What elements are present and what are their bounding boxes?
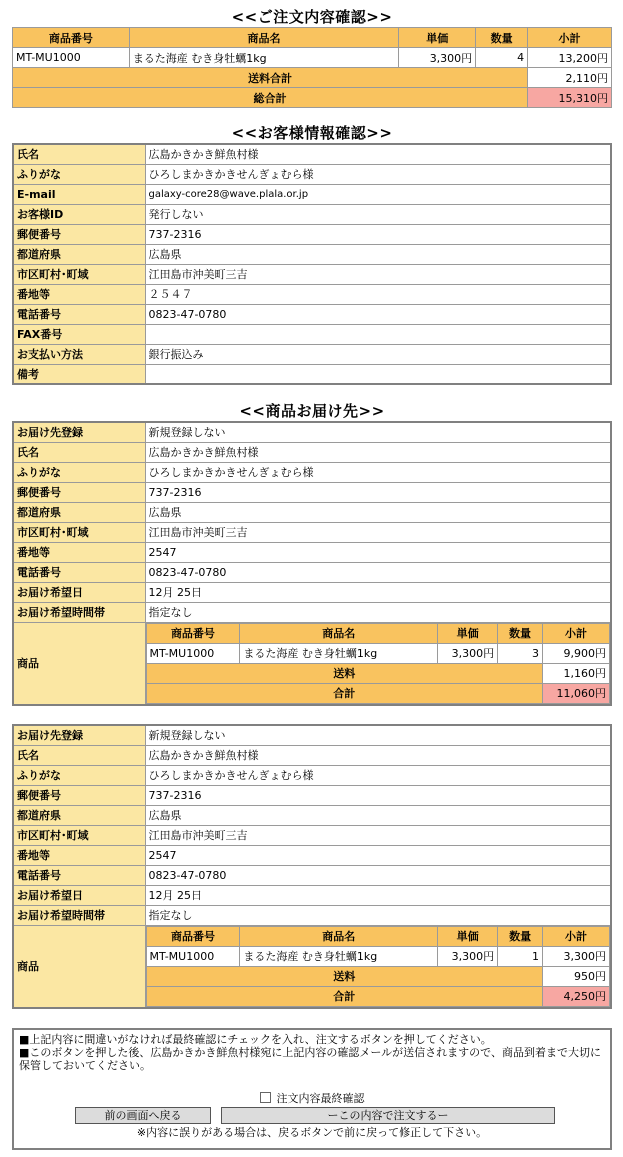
field-value: [145, 324, 611, 344]
table-row: [13, 284, 611, 304]
shipping-label: 送料: [146, 663, 543, 683]
field-label: お届け先登録: [13, 422, 145, 442]
table-row: [13, 364, 611, 384]
field-label: 電話番号: [13, 304, 145, 324]
field-label: 郵便番号: [13, 224, 145, 244]
table-row: [13, 582, 611, 602]
item-qty: 1: [498, 946, 543, 966]
field-label: お届け希望日: [13, 582, 145, 602]
total-value: 15,310円: [528, 88, 612, 108]
shipping-label: 送料: [146, 966, 543, 986]
field-value: 広島かきかき鮮魚村様: [145, 442, 611, 462]
table-row: [13, 344, 611, 364]
table-row: [13, 765, 611, 785]
field-value: 新規登録しない: [145, 422, 611, 442]
field-label: 郵便番号: [13, 482, 145, 502]
col-code: 商品番号: [13, 28, 130, 48]
total-label: 合計: [146, 683, 543, 703]
field-value: 0823-47-0780: [145, 304, 611, 324]
field-value: 737-2316: [145, 224, 611, 244]
item-price: 3,300円: [438, 946, 498, 966]
table-row: [13, 885, 611, 905]
product-row: [13, 925, 611, 1008]
field-value: 江田島市沖美町三吉: [145, 522, 611, 542]
order-table: [12, 27, 612, 108]
table-row: [13, 785, 611, 805]
col-subtotal: 小計: [543, 623, 610, 643]
table-row: [13, 502, 611, 522]
table-row: [13, 422, 611, 442]
field-value: ２５４７: [145, 284, 611, 304]
field-label: 電話番号: [13, 562, 145, 582]
item-name: まるた海産 むき身牡蠣1kg: [129, 48, 398, 68]
customer-title: <<お客様情報確認>>: [231, 124, 393, 142]
table-row: [13, 244, 611, 264]
field-label: お届け先登録: [13, 725, 145, 745]
field-label: お届け希望時間帯: [13, 602, 145, 622]
table-row: [13, 865, 611, 885]
field-label: 都道府県: [13, 502, 145, 522]
table-row: [13, 462, 611, 482]
table-row: [146, 946, 610, 966]
field-label: ふりがな: [13, 765, 145, 785]
field-label: 市区町村･町域: [13, 264, 145, 284]
field-label: 備考: [13, 364, 145, 384]
col-qty: 数量: [498, 926, 543, 946]
delivery-title: <<商品お届け先>>: [239, 402, 385, 420]
field-value: 0823-47-0780: [145, 865, 611, 885]
table-row: [13, 264, 611, 284]
col-price: 単価: [438, 926, 498, 946]
back-button[interactable]: 前の画面へ戻る: [75, 1107, 211, 1124]
field-value: ひろしまかきかきせんぎょむら様: [145, 462, 611, 482]
field-value: galaxy-core28@wave.plala.or.jp: [145, 184, 611, 204]
field-label: 市区町村･町域: [13, 825, 145, 845]
field-label: 電話番号: [13, 865, 145, 885]
order-title: <<ご注文内容確認>>: [231, 8, 393, 26]
table-row: [13, 745, 611, 765]
table-row: [13, 442, 611, 462]
table-row: [13, 304, 611, 324]
field-label: 番地等: [13, 542, 145, 562]
field-value: 新規登録しない: [145, 725, 611, 745]
field-label: お支払い方法: [13, 344, 145, 364]
col-name: 商品名: [129, 28, 398, 48]
product-label: 商品: [13, 925, 145, 1008]
table-row: [13, 324, 611, 344]
field-value: 12月 25日: [145, 885, 611, 905]
field-label: ふりがな: [13, 462, 145, 482]
notice-line-2: ■このボタンを押した後、広島かきかき鮮魚村様宛に上記内容の確認メールが送信されますので、商品到着まで大切に保管しておいてください。: [19, 1046, 601, 1072]
field-label: 都道府県: [13, 805, 145, 825]
item-qty: 4: [476, 48, 528, 68]
product-row: [13, 622, 611, 705]
field-label: 番地等: [13, 284, 145, 304]
confirm-panel: [12, 1028, 612, 1150]
field-label: 番地等: [13, 845, 145, 865]
field-label: お客様ID: [13, 204, 145, 224]
item-name: まるた海産 むき身牡蠣1kg: [240, 643, 438, 663]
item-name: まるた海産 むき身牡蠣1kg: [240, 946, 438, 966]
field-label: お届け希望時間帯: [13, 905, 145, 925]
table-row: [13, 562, 611, 582]
customer-table: [12, 143, 612, 385]
total-label: 合計: [146, 986, 543, 1006]
field-label: お届け希望日: [13, 885, 145, 905]
field-value: 2547: [145, 542, 611, 562]
field-label: 都道府県: [13, 244, 145, 264]
col-name: 商品名: [240, 926, 438, 946]
field-value: 広島かきかき鮮魚村様: [145, 745, 611, 765]
field-value: 12月 25日: [145, 582, 611, 602]
total-label: 総合計: [13, 88, 528, 108]
shipping-label: 送料合計: [13, 68, 528, 88]
field-value: 広島かきかき鮮魚村様: [145, 144, 611, 164]
table-row: [13, 905, 611, 925]
field-label: FAX番号: [13, 324, 145, 344]
col-qty: 数量: [498, 623, 543, 643]
field-value: 発行しない: [145, 204, 611, 224]
field-value: 指定なし: [145, 905, 611, 925]
field-value: ひろしまかきかきせんぎょむら様: [145, 164, 611, 184]
field-value: 広島県: [145, 244, 611, 264]
table-row: [13, 224, 611, 244]
delivery-table-2: [12, 724, 612, 1009]
table-row: [13, 144, 611, 164]
final-confirm-checkbox[interactable]: [260, 1092, 271, 1103]
field-value: ひろしまかきかきせんぎょむら様: [145, 765, 611, 785]
table-row: [13, 48, 612, 68]
product-label: 商品: [13, 622, 145, 705]
col-code: 商品番号: [146, 926, 240, 946]
field-label: 氏名: [13, 144, 145, 164]
item-subtotal: 9,900円: [543, 643, 610, 663]
table-row: [13, 204, 611, 224]
table-row: [146, 643, 610, 663]
table-row: [13, 164, 611, 184]
order-button[interactable]: ーこの内容で注文するー: [221, 1107, 555, 1124]
col-code: 商品番号: [146, 623, 240, 643]
shipping-value: 2,110円: [528, 68, 612, 88]
col-subtotal: 小計: [543, 926, 610, 946]
col-qty: 数量: [476, 28, 528, 48]
field-value: 737-2316: [145, 785, 611, 805]
table-row: [13, 522, 611, 542]
item-subtotal: 13,200円: [528, 48, 612, 68]
col-subtotal: 小計: [528, 28, 612, 48]
field-value: 0823-47-0780: [145, 562, 611, 582]
total-value: 4,250円: [543, 986, 610, 1006]
table-row: [13, 845, 611, 865]
product-cell: [145, 925, 611, 1008]
table-row: [13, 184, 611, 204]
total-value: 11,060円: [543, 683, 610, 703]
field-label: E-mail: [13, 184, 145, 204]
table-row: [13, 482, 611, 502]
delivery-table-1: [12, 421, 612, 706]
item-qty: 3: [498, 643, 543, 663]
footnote: ※内容に誤りがある場合は、戻るボタンで前に戻って修正して下さい。: [136, 1126, 488, 1139]
product-cell: [145, 622, 611, 705]
table-row: [13, 805, 611, 825]
field-value: 広島県: [145, 502, 611, 522]
field-value: 広島県: [145, 805, 611, 825]
item-code: MT-MU1000: [146, 946, 240, 966]
field-label: 氏名: [13, 745, 145, 765]
col-price: 単価: [438, 623, 498, 643]
notice-line-1: ■上記内容に間違いがなければ最終確認にチェックを入れ、注文するボタンを押してください。: [19, 1033, 492, 1046]
shipping-value: 1,160円: [543, 663, 610, 683]
item-price: 3,300円: [399, 48, 476, 68]
item-code: MT-MU1000: [13, 48, 130, 68]
field-label: 氏名: [13, 442, 145, 462]
final-confirm-label[interactable]: 注文内容最終確認: [276, 1092, 365, 1105]
table-row: [13, 825, 611, 845]
table-row: [13, 725, 611, 745]
field-value: 737-2316: [145, 482, 611, 502]
table-row: [13, 602, 611, 622]
field-value: 2547: [145, 845, 611, 865]
field-value: 江田島市沖美町三吉: [145, 264, 611, 284]
col-name: 商品名: [240, 623, 438, 643]
field-value: 江田島市沖美町三吉: [145, 825, 611, 845]
field-label: 市区町村･町域: [13, 522, 145, 542]
item-subtotal: 3,300円: [543, 946, 610, 966]
field-value: 指定なし: [145, 602, 611, 622]
item-code: MT-MU1000: [146, 643, 240, 663]
field-label: ふりがな: [13, 164, 145, 184]
field-value: [145, 364, 611, 384]
field-label: 郵便番号: [13, 785, 145, 805]
col-price: 単価: [399, 28, 476, 48]
product-table: [146, 623, 611, 704]
product-table: [146, 926, 611, 1007]
item-price: 3,300円: [438, 643, 498, 663]
table-row: [13, 542, 611, 562]
field-value: 銀行振込み: [145, 344, 611, 364]
shipping-value: 950円: [543, 966, 610, 986]
